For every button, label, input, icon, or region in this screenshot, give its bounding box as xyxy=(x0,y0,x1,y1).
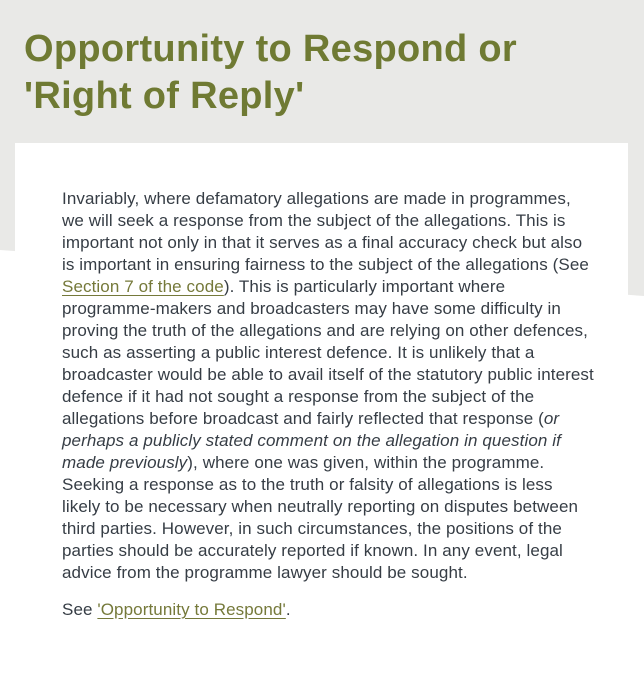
section-7-of-the-code-link[interactable]: Section 7 of the code xyxy=(62,277,224,296)
text-run: Invariably, where defamatory allegations are made in programmes, we will seek a response from the subject of the allegations. This is important not only in that it serves as a final accuracy check but also is important in ensuring fairness to the subject of the allegations (See xyxy=(62,189,589,274)
body-paragraph xyxy=(62,188,595,584)
text-run: . xyxy=(285,600,291,619)
text-run: ), where one was given, within the programme. Seeking a response as to the truth or falsity of allegations is less likely to be necessary when neutrally reporting on disputes between third parties. However, in such circumstances, the positions of the parties should be accurately reported if known. In any event, legal advice from the programme lawyer should be sought. xyxy=(62,453,579,582)
opportunity-to-respond-link[interactable]: 'Opportunity to Respond' xyxy=(97,600,286,619)
page-title xyxy=(24,26,624,120)
page-title-line1: Opportunity to Respond or xyxy=(24,28,518,71)
see-also-paragraph xyxy=(62,599,595,621)
text-run: See xyxy=(62,600,98,619)
text-run: ). This is particularly important where programme-makers and broadcasters may have some difficulty in proving the truth of the allegations and are relying on other defences, such as asserting a public interest defence. It is unlikely that a broadcaster would be able to avail itself of the statutory public interest defence if it had not sought a response from the subject of the allegations before broadcast and fairly reflected that response ( xyxy=(62,277,594,428)
italic-text-run: or perhaps a publicly stated comment on the allegation in question if made previously xyxy=(62,409,561,472)
page-title-line2: 'Right of Reply' xyxy=(24,75,305,118)
content-card xyxy=(15,143,628,681)
